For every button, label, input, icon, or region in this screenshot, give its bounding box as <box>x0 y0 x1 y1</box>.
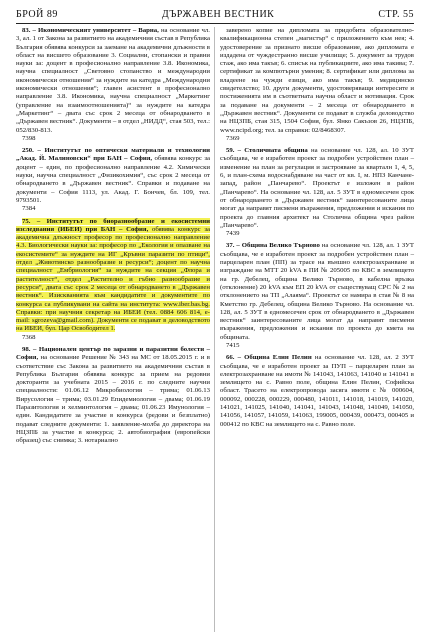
announcement <box>16 27 210 135</box>
issue-number: БРОЙ 89 <box>16 8 58 20</box>
announcement-text <box>220 27 414 134</box>
announcement-body: на основание Решение № 343 на МС от 18.05.2015 г. и в съответствие със Закона за развитието на академичния състав в Република България обявява конкурс за прием на редовни докторанти за учебната 2015 – 2016 г. по следните научни специалности: 01.06.12 Микробиология – трима; 01.06.13 Вирусология – трима; 03.01.29 Епидемиология – двама; 01.06.19 Паразитология и хелминтология – двама; 01.06.23 Имунология – един. Кандидатите за участие в конкурса (редови и безплатно) подават следните документи: 1. заявление-молба до директора на НЦЗПБ за участие в конкурса; 2. автобиография (европейски образец) със снимка; 3. нотариално <box>16 354 210 445</box>
announcement-institution: – Национален център по заразни и паразитни болести – София, <box>16 345 210 362</box>
left-column <box>16 27 210 446</box>
announcement-number: 75. <box>22 217 31 225</box>
announcement-body: на основание чл. 3, ал. 1 от Закона за развитието на академичния състав в Република България обявява конкурси за заемане на академични длъжности в област на висшето образование 3. Социални, стопански и правни науки за: доцент в професионално направление 3.8. Икономика, научна специалност „Световно стопанство и международни икономически отношения“ за нуждите на катедра „Международни икономически отношения“; главен асистент в професионално направление 3.8. Икономика, научна специалност „Маркетинг (управление на взаимоотношенията)“ за нуждите на катедра „Маркетинг“ – двата със срок 2 месеца от обнародването в „Държавен вестник“. Документи – в отдел „НИДД“, стая 503, тел.: 052/830-813. <box>16 27 210 134</box>
announcement <box>220 354 414 429</box>
announcement-body: на основание чл. 128, ал. 10 ЗУТ съобщава, че е изработен проект за подробен устройствен план – изменение на план за регулация и застрояване за кварталн 1, 4, 5, 6, и план-схема водоснабдяване на част от кв. I, м. НПЗ Канчане-запад, район „Панчарево“. Проектът е изложен в район „Панчарево“. На основание чл. 128, ал. 5 ЗУТ в едномесечен срок от обнародването в „Държавен вестник“ заинтересованите лица могат да направят писмени възражения, предложения и искания по проекта до главния архитект на Столична община чрез район „Панчарево“. <box>220 147 414 229</box>
announcement <box>220 147 414 230</box>
announcement-body: на основание чл. 128, ал. 2 ЗУТ съобщава, че е изработен проект за ПУП – парцеларен план за електрозахранване на имоти № 141043, 141063, 141040 и 141041 в землището на с. Равно поле, община Елин Пелин, Софийска област. Трасето на електропровода засяга имоти с № 000604, 000092, 000228, 000229, 000480, 141011, 141018, 141019, 141020, 141021, 141025, 141040, 141041, 141043, 141048, 141049, 141050, 141056, 141057, 141059, 141063, 199005, 000439, 000473, 000405 и 000412 по КВС на землището на с. Равно поле. <box>220 354 414 428</box>
column-divider <box>214 27 215 632</box>
reference-number: 7439 <box>226 230 240 238</box>
announcement-text <box>220 242 414 340</box>
header-rule <box>16 23 414 24</box>
gazette-title: ДЪРЖАВЕН ВЕСТНИК <box>161 8 275 20</box>
announcement-institution: – Община Елин Пелин <box>234 354 312 362</box>
announcement-body: на основание чл. 128, ал. 1 ЗУТ съобщава, че е изработен проект за подробен устройствен план – парцеларен план (ПП) за трасе на външно електрозахранване и изграждане на МТТ 20 kVA в ПИ № 205005 по КВС в землището на гр. Дебелец, община Велико Търново, в кабелна връзка (отклонение) 20 kVA към ЕП 20 kVA от съществуващ СРС № 2 на отклонението на ТП „Алаяма“. Проектът се намира в стая № 8 на Кметство гр. Дебелец, община Велико Търново. На основание чл. 128, ал. 5 ЗУТ в едномесечен срок от обнародването в „Държавен вестник“ заинтересованите лица могат да направят писмени възражения, предложения и искания по проекта до кмета на общината. <box>220 242 414 341</box>
announcement-body: заверено копие на дипломата за придобита образователно-квалификационна степен „магистър“ с приложението към нея; 4. удостоверение за признато висше образование, ако дипломата е издадена от чуждестранно висше училище; 5. документ за трудов стаж, ако има такъв; 6. списък на публикациите, ако има такива; 7. сертификат за компютърни умения; 8. сертификат или диплома за владеене на чужди езици, ако има такъв; 9. медицинско свидетелство; 10. други документи, удостоверяващи интересите и постиженията им в съответната научна област и мотивация. Срок за подаване на документи – 2 месеца от обнародването в „Държавен вестник“. Документи се подават в служба деловодство на НЦЗПБ, стая 315, 1504 София, бул. Янко Сакъзов 26, НЦЗПБ, www.ncipd.org; тел. за справки: 02/8468307. <box>220 27 414 134</box>
announcement-institution: – Община Велико Търново <box>234 242 320 250</box>
announcement-number: 37. <box>226 242 235 250</box>
reference-number: 7384 <box>22 205 36 213</box>
announcement-number: 66. <box>226 354 235 362</box>
announcement <box>220 27 414 135</box>
announcement-text <box>220 354 414 427</box>
page-header <box>16 6 414 22</box>
announcement <box>16 147 210 205</box>
announcement-text <box>16 147 210 204</box>
announcement-institution: – Институтът по оптически материали и технологии „Акад. Й. Малиновски“ при БАН – София, <box>16 147 210 163</box>
reference-number: 7368 <box>22 333 36 341</box>
announcement-text <box>16 27 210 134</box>
announcement-text <box>16 218 210 333</box>
announcement-text <box>16 346 210 444</box>
reference-number: 7369 <box>226 134 240 142</box>
reference-number: 7415 <box>226 341 240 349</box>
announcement-institution: – Икономическият университет – Варна, <box>30 27 159 34</box>
announcement-institution: – Институтът по биоразнообразие и екосистемни изследвания (ИБЕИ) при БАН – София, <box>16 217 210 233</box>
announcement-number: 59. <box>226 147 235 155</box>
announcement-text <box>220 147 414 229</box>
announcement <box>220 242 414 342</box>
announcement <box>16 218 210 334</box>
announcement-body: обявява конкурс за академична длъжност професор по професионално направление 4.3. Биологически науки за: професор по „Екология и опазване на екосистемите“ за нуждите на ИГ „Кръвни паразити по птици“, отдел „Животинско разнообразие и ресурси“; доцент по научна специалност „Ембриология“ за нуждите на секция „Флора и растителност“, отдел „Растително и гъбно разнообразие и ресурси“, двата със срок 2 месеца от обнародването в „Държавен вестник“. Изискванията към кандидатите и документите по конкурса са публикувани на сайта на института: www.iber.bas.bg. Справки: при научния секретар на ИБЕИ (тел. 0884 606 814, e-mail: sgrozeva@gmail.com). Документи се подават в деловодството на ИБЕИ, бул. Цар Освободител 1. <box>16 225 210 333</box>
announcement-body: обявява конкурс за доцент – един, по професионално направление 4.2. Химически науки, научна специалност „Физикохимия“, със срок 2 месеца от обнародването в „Държавен вестник“. Справки и подаване на документи – София 1113, ул. Акад. Г. Бончев, бл. 109, тел. 9793501. <box>16 155 210 204</box>
page-number: СТР. 55 <box>378 8 414 20</box>
announcement-number: 83. <box>22 27 31 34</box>
announcement-institution: – Столичната община <box>234 147 308 155</box>
announcement-number: 250. <box>22 147 34 155</box>
reference-number: 7398 <box>22 134 36 142</box>
announcement-number: 98. <box>22 345 31 353</box>
right-column <box>220 27 414 429</box>
announcement <box>16 346 210 446</box>
